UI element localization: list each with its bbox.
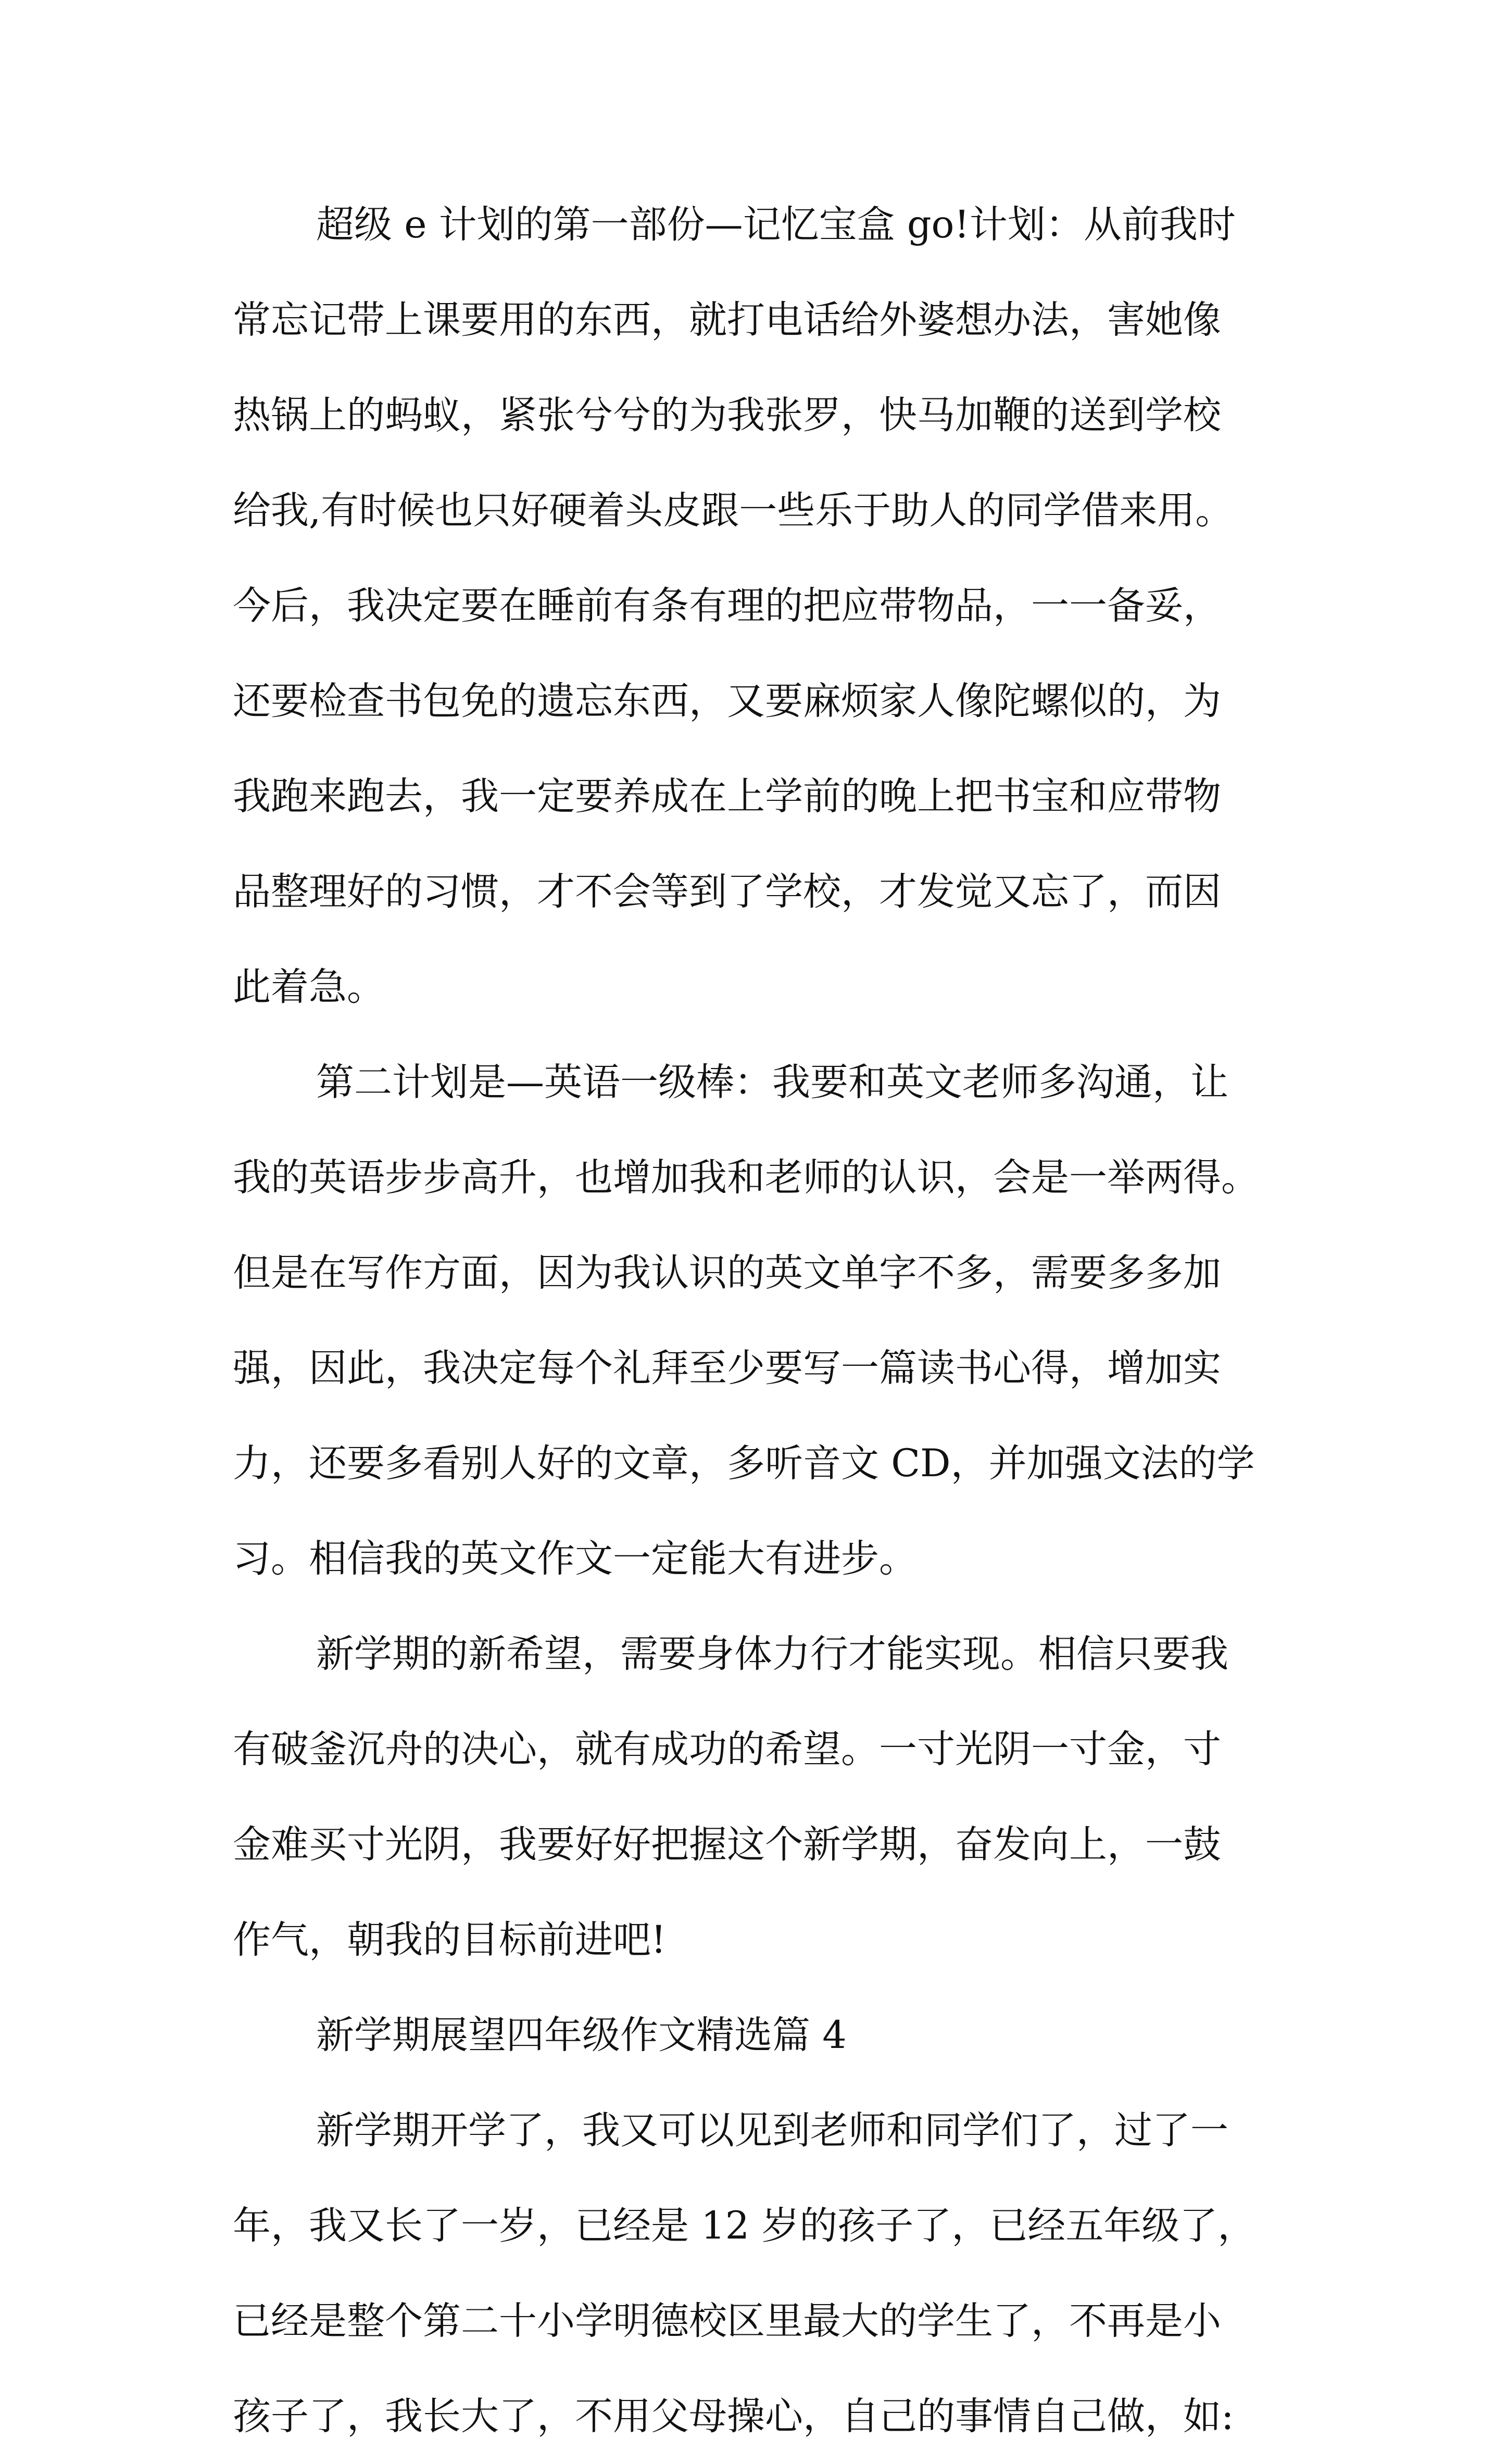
- text-line: 孩子了，我长大了，不用父母操心，自己的事情自己做，如:: [233, 2394, 1234, 2438]
- text-line: 常忘记带上课要用的东西，就打电话给外婆想办法，害她像: [233, 298, 1221, 342]
- text-line: 新学期开学了，我又可以见到老师和同学们了，过了一: [316, 2108, 1228, 2153]
- section-heading: 新学期展望四年级作文精选篇 4: [316, 2013, 847, 2057]
- text-line: 今后，我决定要在睡前有条有理的把应带物品，一一备妥，: [233, 584, 1221, 628]
- text-line: 品整理好的习惯，才不会等到了学校，才发觉又忘了，而因: [233, 870, 1221, 914]
- text-line: 超级 e 计划的第一部份—记忆宝盒 go!计划：从前我时: [316, 203, 1236, 247]
- text-line: 作气，朝我的目标前进吧!: [233, 1918, 667, 1962]
- text-line: 但是在写作方面，因为我认识的英文单字不多，需要多多加: [233, 1251, 1221, 1295]
- text-line: 第二计划是—英语一级棒：我要和英文老师多沟通，让: [316, 1060, 1228, 1104]
- text-line: 力，还要多看别人好的文章，多听音文 CD，并加强文法的学: [233, 1441, 1255, 1486]
- document-body: [233, 177, 1295, 2464]
- text-line: 强，因此，我决定每个礼拜至少要写一篇读书心得，增加实: [233, 1346, 1221, 1390]
- text-line: 给我,有时候也只好硬着头皮跟一些乐于助人的同学借来用。: [233, 488, 1234, 533]
- text-line: 我的英语步步高升，也增加我和老师的认识，会是一举两得。: [233, 1155, 1259, 1200]
- text-line: 此着急。: [233, 965, 385, 1009]
- text-line: 我跑来跑去，我一定要养成在上学前的晚上把书宝和应带物: [233, 774, 1221, 819]
- text-line: 金难买寸光阴，我要好好把握这个新学期，奋发向上，一鼓: [233, 1822, 1221, 1867]
- text-line: 习。相信我的英文作文一定能大有进步。: [233, 1537, 917, 1581]
- text-line: 还要检查书包免的遗忘东西，又要麻烦家人像陀螺似的，为: [233, 679, 1221, 723]
- text-line: 有破釜沉舟的决心，就有成功的希望。一寸光阴一寸金，寸: [233, 1727, 1221, 1771]
- text-line: 新学期的新希望，需要身体力行才能实现。相信只要我: [316, 1632, 1228, 1676]
- text-line: 已经是整个第二十小学明德校区里最大的学生了，不再是小: [233, 2299, 1221, 2343]
- text-line: 年，我又长了一岁，已经是 12 岁的孩子了，已经五年级了，: [233, 2204, 1256, 2248]
- text-line: 热锅上的蚂蚁，紧张兮兮的为我张罗，快马加鞭的送到学校: [233, 393, 1221, 437]
